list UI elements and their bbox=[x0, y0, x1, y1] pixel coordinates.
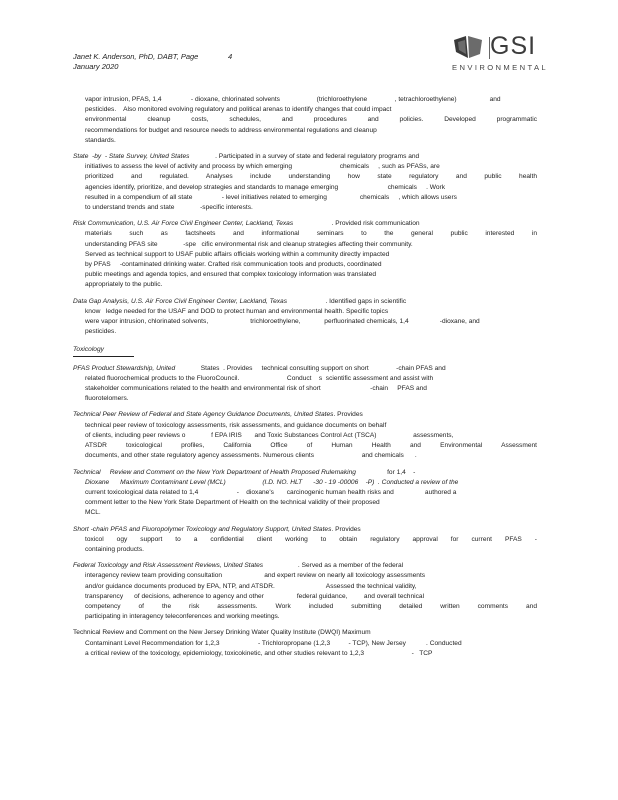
entry-line: materials such as factsheets and informational seminars to the general public interested in bbox=[85, 230, 537, 238]
entry-line: by PFAS -contaminated drinking water. Crafted risk communication tools and products, coordinated bbox=[85, 261, 382, 269]
gsi-logo bbox=[452, 34, 554, 74]
header-date: January 2020 bbox=[73, 62, 119, 71]
entry-line: containing products. bbox=[85, 545, 145, 553]
entry-line bbox=[73, 468, 537, 478]
project-entry bbox=[73, 95, 537, 146]
logo-subtitle: ENVIRONMENTAL bbox=[452, 63, 549, 72]
project-entry bbox=[73, 561, 537, 622]
entry-line: vapor intrusion, PFAS, 1,4 - dioxane, chlorinated solvents (trichloroethylene , tetrachloroethylene) and bbox=[85, 96, 501, 103]
project-entry bbox=[73, 468, 537, 519]
project-entry bbox=[73, 525, 537, 556]
entry-line: agencies identify, prioritize, and develop strategies and standards to manage emerging chemicals . Work bbox=[85, 183, 446, 191]
entry-line bbox=[73, 219, 537, 229]
entry-text: States . Provides technical consulting support on short -chain PFAS and bbox=[175, 364, 446, 372]
entry-line: standards. bbox=[85, 136, 116, 144]
entry-title: Data Gap Analysis, U.S. Air Force Civil Engineer Center, Lackland, Texas bbox=[73, 297, 288, 305]
entry-line: initiatives to assess the level of activity and process by which emerging chemicals , such as PFASs, are bbox=[85, 163, 440, 171]
entry-text: . Provided risk communication bbox=[293, 220, 420, 228]
page-header bbox=[73, 52, 233, 72]
entry-line: public meetings and agenda topics, and ensured that complex toxicology information was translated bbox=[85, 271, 377, 279]
entry-title: Technical Review and Comment on the New York Department of Health Proposed Rulemaking bbox=[73, 468, 356, 476]
entry-line: prioritized and regulated. Analyses include understanding how state regulatory and public health bbox=[85, 173, 537, 181]
entry-title: Risk Communication, U.S. Air Force Civil Engineer Center, Lackland, Texas bbox=[73, 220, 294, 228]
project-entry bbox=[73, 297, 537, 338]
logo-name: GSI bbox=[490, 32, 537, 60]
entry-line: understanding PFAS site -spe cific environmental risk and cleanup strategies affecting their community. bbox=[85, 240, 413, 248]
entry-line: Served as technical support to USAF public affairs officials working within a community directly impacted bbox=[85, 250, 390, 258]
entry-line: Contaminant Level Recommendation for 1,2,3 - Trichloropropane (1,2,3 - TCP), New Jersey . Conducted bbox=[85, 639, 462, 647]
entry-line: environmental cleanup costs, schedules, and procedures and policies. Developed programmatic bbox=[85, 116, 537, 124]
entry-text: . Identified gaps in scientific bbox=[287, 297, 407, 305]
entry-line: Technical Review and Comment on the New Jersey Drinking Water Quality Institute (DWQI) Maximum bbox=[73, 629, 371, 637]
entry-line bbox=[73, 561, 537, 571]
entry-line: Dioxane Maximum Contaminant Level (MCL) (I.D. NO. HLT -30 - 19 -00006 -P) . Conducted a review of the bbox=[85, 478, 459, 486]
author-page-label: Janet K. Anderson, PhD, DABT, Page bbox=[73, 52, 199, 61]
entry-title: State -by - State Survey, United States bbox=[73, 153, 190, 161]
page-number: 4 bbox=[228, 52, 233, 61]
entry-title: PFAS Product Stewardship, United bbox=[73, 364, 176, 372]
entry-text: for 1,4 - bbox=[355, 468, 416, 476]
project-entry bbox=[73, 152, 537, 213]
entry-line: related fluorochemical products to the FluoroCouncil. Conduct s scientific assessment and assist with bbox=[85, 374, 434, 382]
entry-title: Federal Toxicology and Risk Assessment Reviews, United States bbox=[73, 562, 264, 570]
entry-line: stakeholder communications related to the health and environmental risk of short -chain PFAS and bbox=[85, 385, 427, 393]
entry-line: appropriately to the public. bbox=[85, 281, 163, 289]
entry-line: documents, and other state regulatory agency assessments. Numerous clients and chemicals . bbox=[85, 452, 417, 460]
entry-line: to understand trends and state -specific interests. bbox=[85, 204, 253, 212]
toxicology-entries bbox=[73, 364, 537, 659]
project-entries bbox=[73, 95, 537, 337]
entry-line bbox=[73, 410, 537, 420]
entry-line bbox=[73, 297, 537, 307]
entry-line: recommendations for budget and resource needs to address environmental regulations and cleanup bbox=[85, 126, 377, 134]
entry-text: . Served as a member of the federal bbox=[263, 562, 404, 570]
entry-line: comment letter to the New York State Department of Health on the technical validity of their proposed bbox=[85, 499, 380, 507]
entry-title: Technical Peer Review of Federal and State Agency Guidance Documents, United States bbox=[73, 411, 334, 419]
entry-line: fluorotelomers. bbox=[85, 395, 129, 403]
entry-line: toxicol ogy support to a confidential client working to obtain regulatory approval for current PFAS - bbox=[85, 535, 537, 543]
entry-line: technical peer review of toxicology assessments, risk assessments, and guidance documents on behalf bbox=[85, 421, 387, 429]
entry-line: ATSDR toxicological profiles, California Office of Human Health and Environmental Assessment bbox=[85, 442, 537, 450]
entry-text: . Provides bbox=[333, 411, 363, 419]
entry-line: interagency review team providing consultation and expert review on nearly all toxicology assessments bbox=[85, 572, 426, 580]
entry-line: resulted in a compendium of all state - level initiatives related to emerging chemicals , which allows users bbox=[85, 193, 457, 201]
entry-line bbox=[73, 152, 537, 162]
section-heading: Toxicology bbox=[73, 345, 537, 356]
entry-line: competency of the risk assessments. Work included submitting detailed written comments and bbox=[85, 602, 537, 610]
entry-line: participating in interagency teleconferences and working meetings. bbox=[85, 613, 280, 621]
entry-line: transparency of decisions, adherence to agency and other federal guidance, and overall technical bbox=[85, 592, 425, 600]
project-entry bbox=[73, 364, 537, 405]
entry-title: Short -chain PFAS and Fluoropolymer Toxicology and Regulatory Support, United States bbox=[73, 525, 332, 533]
logo-mark-icon bbox=[452, 34, 486, 60]
entry-line bbox=[73, 525, 537, 535]
entry-line: and/or guidance documents produced by EPA, NTP, and ATSDR. Assessed the technical validity, bbox=[85, 582, 417, 590]
project-entry bbox=[73, 410, 537, 461]
entry-line: were vapor intrusion, chlorinated solvents, trichloroethylene, perfluorinated chemicals, 1,4 -dioxane, and bbox=[85, 318, 480, 326]
entry-line: a critical review of the toxicology, epidemiology, toxicokinetic, and other studies relevant to 1,2,3 - TCP bbox=[85, 649, 433, 657]
project-entry bbox=[73, 219, 537, 290]
entry-line bbox=[73, 364, 537, 374]
entry-line: know ledge needed for the USAF and DOD to protect human and environmental health. Specific topics bbox=[85, 307, 389, 315]
entry-text: . Provides bbox=[331, 525, 361, 533]
entry-line: pesticides. bbox=[85, 328, 117, 336]
entry-line: MCL. bbox=[85, 509, 101, 517]
entry-text: . Participated in a survey of state and federal regulatory programs and bbox=[189, 153, 420, 161]
project-entry bbox=[73, 628, 537, 659]
document-body bbox=[73, 95, 537, 665]
entry-line: current toxicological data related to 1,4 - dioxane's carcinogenic human health risks and authored a bbox=[85, 488, 457, 496]
entry-line: of clients, including peer reviews o f EPA IRIS and Toxic Substances Control Act (TSCA) assessments, bbox=[85, 431, 454, 439]
entry-line: pesticides. Also monitored evolving regulatory and political arenas to identify changes that could impact bbox=[85, 106, 392, 114]
